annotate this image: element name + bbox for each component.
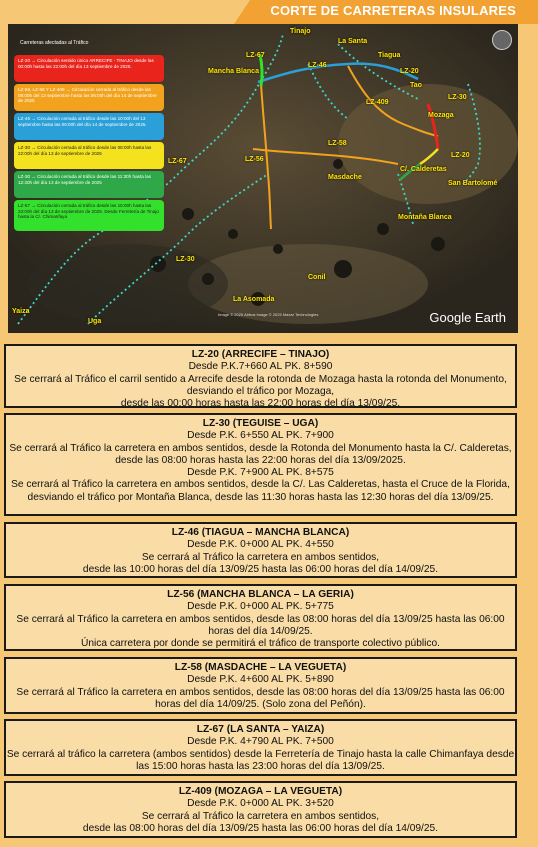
closure-box-lz409 bbox=[4, 781, 517, 838]
closure-title: LZ-56 (MANCHA BLANCA – LA GERIA) bbox=[167, 589, 354, 600]
place-tao: Tao bbox=[410, 82, 422, 89]
closure-line: desde las 10:00 horas del día 13/09/25 hasta las 06:00 horas del día 14/09/25. bbox=[82, 563, 439, 575]
map-copyright: Image © 2025 Airbus Image © 2025 Maxar Technologies bbox=[218, 312, 319, 317]
road-label-lz46: LZ-46 bbox=[308, 62, 327, 69]
closure-title: LZ-409 (MOZAGA – LA VEGUETA) bbox=[178, 786, 343, 797]
closure-line: Se cerrará al tráfico la carretera (ambos sentidos) desde la Ferretería de Tinajo hasta la calle Chimanfaya desde las 15:00 horas hasta las 23:00 horas del día 13/09/25. bbox=[6, 748, 515, 772]
closure-box-lz46 bbox=[4, 522, 517, 578]
place-masdache: Masdache bbox=[328, 174, 362, 181]
closure-box-lz20 bbox=[4, 344, 517, 408]
road-label-lz58: LZ-58 bbox=[328, 140, 347, 147]
place-mancha-blanca: Mancha Blanca bbox=[208, 68, 259, 75]
road-label-lz30-north: LZ-30 bbox=[448, 94, 467, 101]
closure-title: LZ-46 (TIAGUA – MANCHA BLANCA) bbox=[171, 527, 350, 538]
google-earth-watermark: Google Earth bbox=[429, 310, 506, 325]
closure-title: LZ-30 (TEGUISE – UGA) bbox=[202, 418, 319, 429]
header-banner bbox=[0, 0, 538, 24]
place-mozaga: Mozaga bbox=[428, 112, 454, 119]
place-san-bartolome: San Bartolomé bbox=[448, 180, 498, 187]
map-navigation-control[interactable] bbox=[492, 30, 512, 50]
page-title: CORTE DE CARRETERAS INSULARES bbox=[270, 3, 516, 18]
closure-line: Desde P.K. 7+900 AL PK. 8+575 bbox=[187, 467, 334, 479]
closure-line: Desde P.K. 6+550 AL PK. 7+900 bbox=[187, 430, 334, 442]
closure-box-lz30 bbox=[4, 413, 517, 516]
road-label-lz67-north: LZ-67 bbox=[246, 52, 265, 59]
road-label-lz56: LZ-56 bbox=[245, 156, 264, 163]
closure-line: Desde P.K. 0+000 AL PK. 3+520 bbox=[187, 798, 334, 810]
closure-title: LZ-58 (MASDACHE – LA VEGUETA) bbox=[174, 662, 347, 673]
place-montana-blanca: Montaña Blanca bbox=[398, 214, 452, 221]
legend-item-lz30-green: LZ-30 → Circulación cerrada al tráfico desde las 11:30h hasta las 12:30h del día 13 de septiembre de 2025 bbox=[14, 171, 164, 198]
place-calderetas: C/. Calderetas bbox=[400, 166, 447, 173]
legend-title: Carreteras afectadas al Tráfico bbox=[20, 40, 89, 46]
place-uga: Uga bbox=[88, 318, 102, 325]
legend-item-lz56-58-409: LZ-56, LZ-58 Y LZ-409 → Circulación cerrada al tráfico desde las 08:00h del 13 septiembre hasta las 06:00h del día 14 de septiembre de 2025 bbox=[14, 84, 164, 111]
closure-line: Se cerrará al Tráfico la carretera en ambos sentidos, desde la Rotonda del Monumento hasta la C/. Calderetas, desde las 08:00 horas hasta las 22:00 horas del día 13/09/2025. bbox=[9, 442, 512, 466]
legend-item-lz20: LZ-20 → Circulación sentido único ARRECIFE - TINAJO desde las 00:00h hasta las 22:00h del día 13 septiembre de 2025. bbox=[14, 55, 164, 82]
closure-line: Se cerrará al Tráfico la carretera en ambos sentidos, bbox=[141, 551, 380, 563]
legend-item-lz46: LZ-46 → Circulación cerrada al tráfico desde las 10:00h del 13 septiembre hasta las 06:00h del día 14 de septiembre de 2025. bbox=[14, 113, 164, 140]
place-la-santa: La Santa bbox=[338, 38, 368, 45]
closure-title: LZ-20 (ARRECIFE – TINAJO) bbox=[191, 349, 330, 360]
closure-box-lz56 bbox=[4, 584, 517, 651]
closure-line: desde las 08:00 horas del día 13/09/25 hasta las 06:00 horas del día 14/09/25. bbox=[82, 822, 439, 834]
road-label-lz30-south: LZ-30 bbox=[176, 256, 195, 263]
road-label-lz67-south: LZ-67 bbox=[168, 158, 187, 165]
closure-line: Desde P.K. 0+000 AL PK. 5+775 bbox=[187, 601, 334, 613]
place-la-asomada: La Asomada bbox=[233, 296, 275, 303]
legend-item-lz30-yellow: LZ-30 → Circulación cerrada al tráfico desde las 08:00h hasta las 22:00h del día 13 de septiembre de 2025 bbox=[14, 142, 164, 169]
closure-title: LZ-67 (LA SANTA – YAIZA) bbox=[196, 724, 325, 735]
closure-line: Se cerrará al Tráfico el carril sentido a Arrecife desde la rotonda de Mozaga hasta la rotonda del Monumento, desviando el tráfico por Mozaga, bbox=[14, 373, 507, 397]
legend-item-lz67: LZ-67 → Circulación cerrada al tráfico desde las 15:00h hasta las 23:00h del día 13 de septiembre de 2025. Desde Ferretería de Tinajo hasta la C/. Chimanfaya bbox=[14, 200, 164, 231]
closure-line: desde las 00:00 horas hasta las 22:00 horas del día 13/09/25. bbox=[120, 398, 401, 410]
place-tiagua: Tiagua bbox=[378, 52, 401, 59]
closure-line: Única carretera por donde se permitirá el tráfico de transporte colectivo público. bbox=[80, 638, 440, 650]
map-image[interactable] bbox=[8, 24, 518, 333]
closure-box-lz67 bbox=[4, 719, 517, 776]
closure-line: Se cerrará al Tráfico la carretera en ambos sentidos, bbox=[141, 810, 380, 822]
closure-line: Se cerrará al Tráfico la carretera en ambos sentidos, desde las 08:00 horas del día 13/09/25 hasta las 06:00 horas del día 14/09/25. (Solo zona del Peñón). bbox=[16, 686, 505, 710]
closure-line: Desde P.K. 4+790 AL PK. 7+500 bbox=[187, 736, 334, 748]
place-conil: Conil bbox=[308, 274, 326, 281]
closure-line: Se cerrará al Tráfico la carretera en ambos sentidos, desde la C/. Las Calderetas, hasta el Cruce de la Florida, desviando el tráfico por Montaña Blanca, desde las 11:30 horas hasta las 12:30 horas del día 13/09/25. bbox=[11, 479, 510, 503]
place-tinajo: Tinajo bbox=[290, 28, 311, 35]
road-label-lz20-south: LZ-20 bbox=[451, 152, 470, 159]
closure-line: Desde P.K.7+660 AL PK. 8+590 bbox=[188, 361, 333, 373]
closure-line: Se cerrará al Tráfico la carretera en ambos sentidos, desde las 08:00 horas del día 13/09/25 hasta las 06:00 horas del día 14/09/25. bbox=[16, 613, 505, 637]
closure-box-lz58 bbox=[4, 657, 517, 714]
road-label-lz409: LZ-409 bbox=[366, 99, 389, 106]
closure-line: Desde P.K. 0+000 AL PK. 4+550 bbox=[187, 539, 334, 551]
closure-line: Desde P.K. 4+600 AL PK. 5+890 bbox=[187, 674, 334, 686]
road-label-lz20-north: LZ-20 bbox=[400, 68, 419, 75]
place-yaiza: Yaiza bbox=[12, 308, 30, 315]
